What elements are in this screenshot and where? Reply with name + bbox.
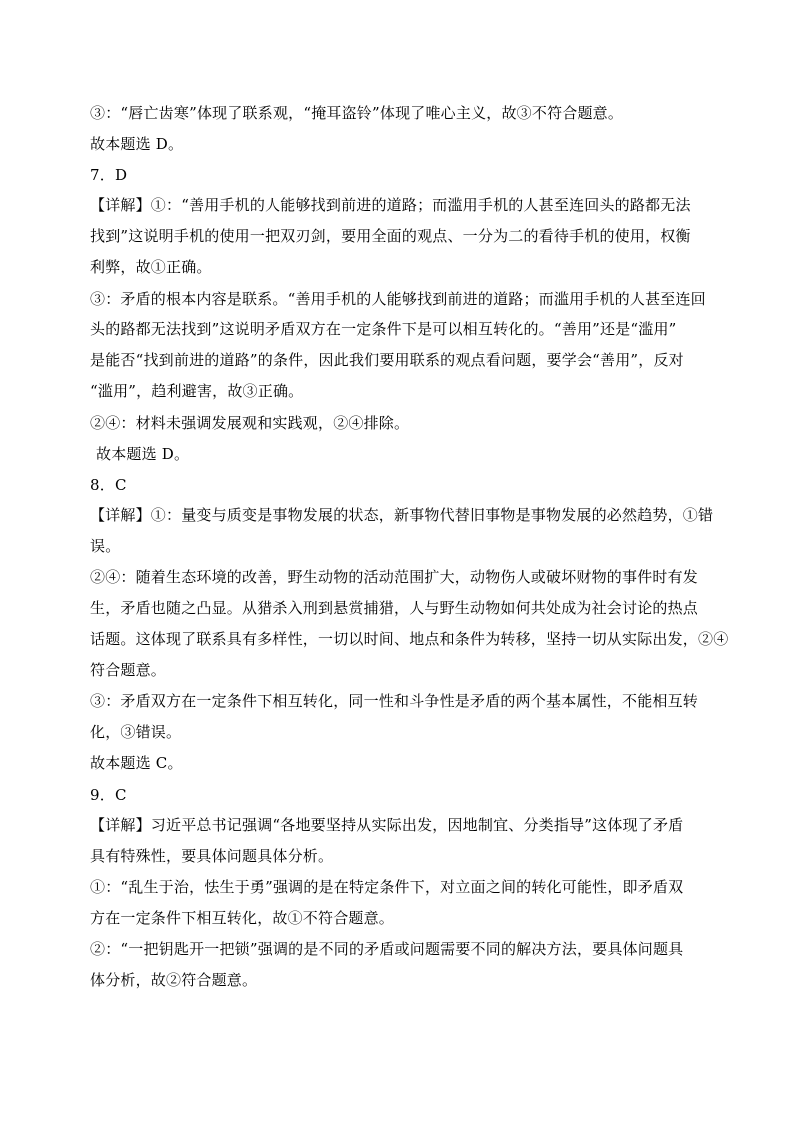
text-line: ②④：随着生态环境的改善，野生动物的活动范围扩大，动物伤人或破坏财物的事件时有发 [90,568,699,586]
text-line: 【详解】①：“善用手机的人能够找到前进的道路；而滥用手机的人甚至连回头的路都无法 [90,196,691,214]
text-line: “滥用”，趋利避害，故③正确。 [90,382,304,400]
text-line: ②④：材料未强调发展观和实践观，②④排除。 [90,414,410,432]
text-line: 【详解】①：量变与质变是事物发展的状态，新事物代替旧事物是事物发展的必然趋势，①错 [90,506,714,524]
text-line: 符合题意。 [90,661,167,679]
text-line: 头的路都无法找到”这说明矛盾双方在一定条件下是可以相互转化的。“善用”还是“滥用” [90,320,677,338]
text-line: ②：“一把钥匙开一把锁”强调的是不同的矛盾或问题需要不同的解决方法，要具体问题具 [90,940,684,958]
text-line: 故本题选 C。 [90,754,183,772]
text-line: ③：矛盾双方在一定条件下相互转化，同一性和斗争性是矛盾的两个基本属性，不能相互转 [90,692,699,710]
text-line: 利弊，故①正确。 [90,258,212,276]
text-line: ③：“唇亡齿寒”体现了联系观，“掩耳盗铃”体现了唯心主义，故③不符合题意。 [90,104,624,122]
text-line: 故本题选 D。 [90,135,184,153]
text-line: 是能否“找到前进的道路”的条件，因此我们要用联系的观点看问题，要学会“善用”，反对 [90,351,684,369]
text-line: 故本题选 D。 [96,445,190,463]
text-line: 体分析，故②符合题意。 [90,971,258,989]
question-number: 8．C [90,476,127,494]
text-line: 生，矛盾也随之凸显。从猎杀入刑到悬赏捕猎，人与野生动物如何共处成为社会讨论的热点 [90,599,699,617]
question-number: 9．C [90,786,127,804]
text-line: 化，③错误。 [90,723,182,741]
text-line: ①：“乱生于治，怯生于勇”强调的是在特定条件下，对立面之间的转化可能性，即矛盾双 [90,878,684,896]
text-line: 找到”这说明手机的使用一把双刃剑，要用全面的观点、一分为二的看待手机的使用，权衡 [90,227,691,245]
text-line: 方在一定条件下相互转化，故①不符合题意。 [90,909,395,927]
text-line: ③：矛盾的根本内容是联系。“善用手机的人能够找到前进的道路；而滥用手机的人甚至连回 [90,290,706,308]
text-line: 话题。这体现了联系具有多样性，一切以时间、地点和条件为转移，坚持一切从实际出发，②④ [90,630,729,648]
question-number: 7．D [90,166,128,184]
text-line: 【详解】习近平总书记强调“各地要坚持从实际出发，因地制宜、分类指导”这体现了矛盾 [90,816,684,834]
text-line: 具有特殊性，要具体问题具体分析。 [90,847,334,865]
text-line: 误。 [90,537,121,555]
